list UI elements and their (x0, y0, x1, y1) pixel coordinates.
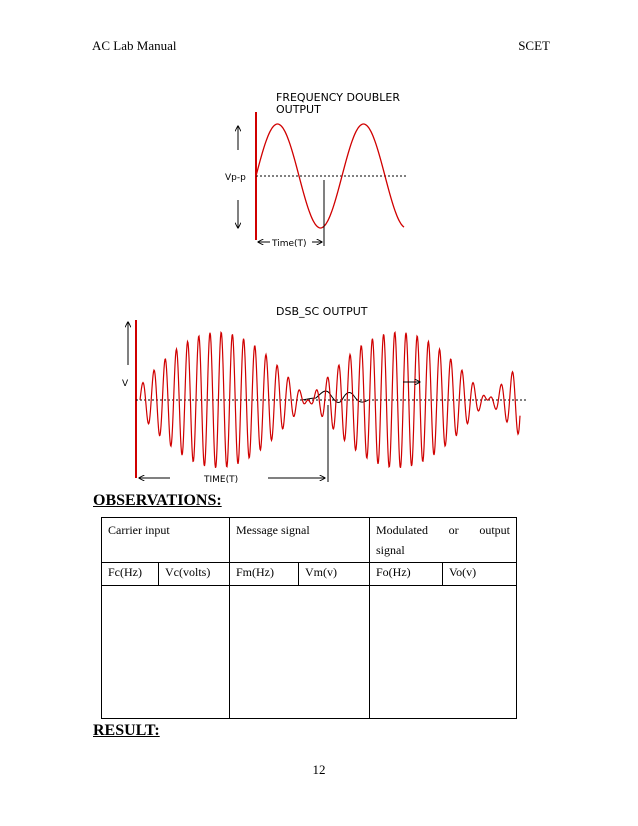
header-left: AC Lab Manual (92, 38, 177, 53)
message-signal-header: Message signal (230, 518, 370, 563)
column-vc: Vc(volts) (159, 563, 230, 586)
modulated-word: Modulated (376, 523, 428, 537)
carrier-input-header: Carrier input (102, 518, 230, 563)
column-fm: Fm(Hz) (230, 563, 299, 586)
result-heading: RESULT: (93, 722, 160, 739)
carrier-entry-cell[interactable] (102, 586, 230, 719)
column-fo: Fo(Hz) (370, 563, 443, 586)
figure2-time-label: TIME(T) (204, 475, 239, 485)
signal-word: signal (376, 543, 405, 557)
column-vo: Vo(v) (443, 563, 517, 586)
page-number: 12 (312, 762, 326, 777)
frequency-doubler-figure (225, 91, 408, 249)
message-entry-cell[interactable] (230, 586, 370, 719)
dsb-sc-figure (122, 305, 528, 485)
output-word: output (479, 523, 510, 537)
figure2-title: DSB_SC OUTPUT (276, 305, 368, 318)
table-row (102, 563, 517, 586)
figure2-amplitude-label: V (122, 379, 129, 389)
figure1-title-line2: OUTPUT (276, 103, 321, 116)
modulated-output-header (370, 518, 517, 563)
column-fc: Fc(Hz) (102, 563, 159, 586)
modulated-entry-cell[interactable] (370, 586, 517, 719)
figure1-title-line1: FREQUENCY DOUBLER (276, 91, 400, 104)
table-row (102, 518, 517, 563)
column-vm: Vm(v) (299, 563, 370, 586)
table-row (102, 586, 517, 719)
observations-table (101, 517, 517, 719)
or-word: or (448, 523, 459, 537)
observations-heading: OBSERVATIONS: (93, 492, 222, 509)
figure1-time-label: Time(T) (272, 239, 307, 249)
header-right: SCET (518, 38, 550, 53)
figure1-amplitude-label: Vp-p (225, 173, 246, 183)
